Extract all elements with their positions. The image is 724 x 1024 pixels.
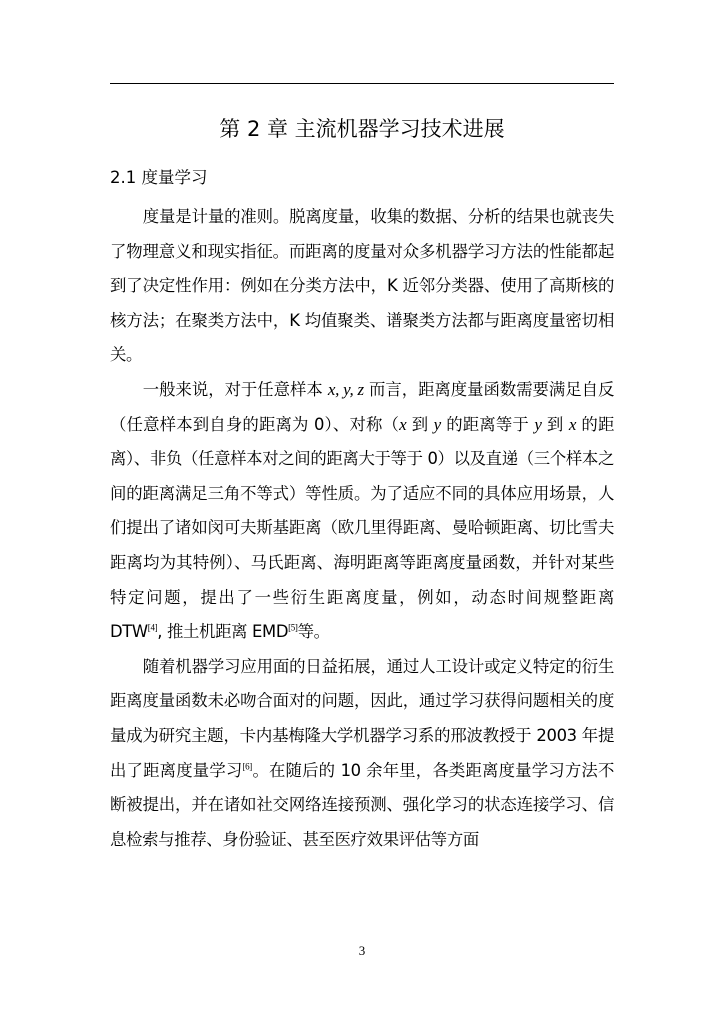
header-rule: [110, 83, 614, 84]
paragraph-2: [110, 373, 614, 650]
citation-ref: [6]: [242, 761, 252, 772]
citation-ref: [5]: [288, 622, 298, 633]
chapter-title: 第 2 章 主流机器学习技术进展: [219, 117, 505, 141]
math-variable: y: [433, 414, 441, 434]
text-run: 的距离）、非负（任意样本对之间的距离大于等于 0）以及直递（三个样本之间的距离满足三角不等式）等性质。为了适应不同的具体应用场景，人们提出了诸如闵可夫斯基距离（欧几里得距离、曼哈顿距离、切比雪夫距离均为其特例）、马氏距离、海明距离等距离度量函数，并针对某些特定问题，提出了一些衍生距离度量，例如，动态时间规整距离 DTW: [110, 414, 614, 642]
text-run: 。在随后的 10 余年里，各类距离度量学习方法不断被提出，并在诸如社交网络连接预测、强化学习的状态连接学习、信息检索与推荐、身份验证、甚至医疗效果评估等方面: [110, 760, 614, 849]
text-run: 随着机器学习应用面的日益拓展，通过人工设计或定义特定的衍生距离度量函数未必吻合面对的问题，因此，通过学习获得问题相关的度量成为研究主题，卡内基梅隆大学机器学习系的邢波教授于 2003 年提出了距离度量学习: [110, 656, 614, 780]
citation-ref: [4]: [147, 622, 158, 633]
text-run: 到: [406, 414, 434, 434]
text-run: 到: [541, 414, 569, 434]
body-text: [110, 200, 614, 857]
math-variable: x: [568, 414, 577, 434]
text-run: 一般来说，对于任意样本: [142, 379, 328, 399]
math-variable: y: [534, 414, 542, 434]
text-run: 的距离等于: [440, 414, 535, 434]
section-heading: 2.1 度量学习: [110, 168, 208, 187]
text-run: 而言，距离度量函数需要满足自反（任意样本到自身的距离为 0）、对称（: [110, 379, 615, 434]
text-run: 等。: [297, 622, 330, 642]
text-run: , 推土机距离 EMD: [157, 622, 289, 642]
paragraph-3: [110, 650, 614, 858]
paragraph-1: 度量是计量的准则。脱离度量，收集的数据、分析的结果也就丧失了物理意义和现实指征。而距离的度量对众多机器学习方法的性能都起到了决定性作用：例如在分类方法中，K 近邻分类器、使用了高斯核的核方法；在聚类方法中，K 均值聚类、谱聚类方法都与距离度量密切相关。: [110, 207, 614, 365]
math-variable: x: [399, 414, 407, 434]
math-variable: x, y, z: [327, 379, 364, 399]
page-number: 3: [358, 943, 366, 958]
